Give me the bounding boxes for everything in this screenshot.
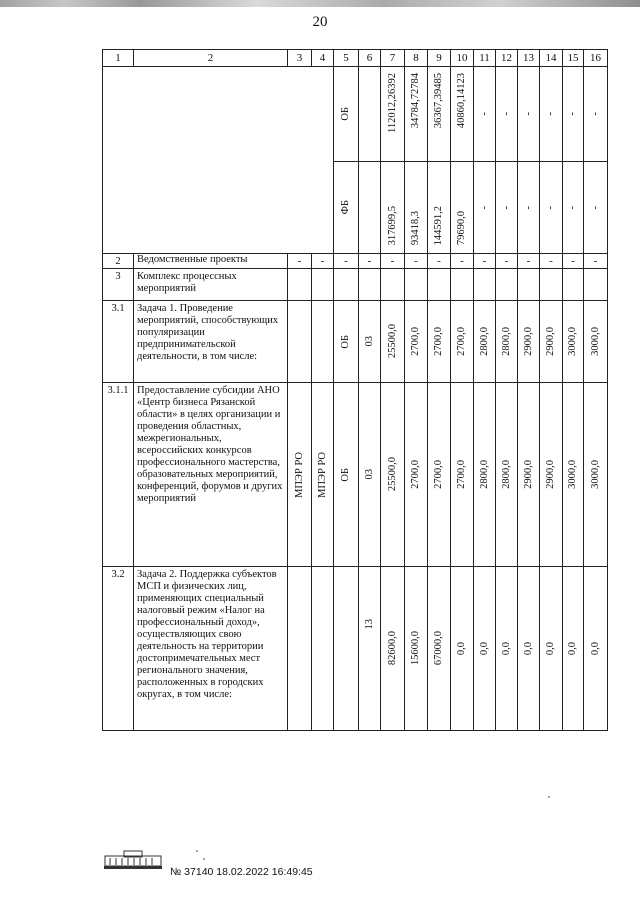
budget-row-ob (103, 67, 608, 162)
empty-cell (359, 269, 381, 301)
value-cell: - (540, 162, 563, 254)
value-cell: 2700,0 (451, 383, 474, 567)
table-row (103, 301, 608, 383)
value-cell: - (563, 67, 584, 162)
col-header: 6 (359, 50, 381, 67)
row-number: 3.1 (103, 301, 134, 383)
col-header: 9 (428, 50, 451, 67)
value-cell: - (518, 162, 540, 254)
value-cell: 93418,3 (405, 162, 428, 254)
value-cell: 2800,0 (496, 301, 518, 383)
scan-edge (0, 0, 640, 7)
executor-cell: - (312, 254, 334, 269)
page-number: 20 (312, 14, 328, 30)
row-name: Ведомственные проекты (134, 254, 288, 269)
source-cell: ФБ (334, 162, 359, 254)
value-cell: - (428, 254, 451, 269)
code-cell: 03 (359, 301, 381, 383)
value-cell: 3000,0 (584, 383, 608, 567)
value-cell: 2900,0 (518, 383, 540, 567)
value-cell: - (474, 67, 496, 162)
value-cell: 112012,26392 (381, 67, 405, 162)
row-number: 3.2 (103, 567, 134, 731)
row-name: Комплекс процессных мероприятий (134, 269, 288, 301)
scan-speck (203, 858, 205, 860)
empty-cell (518, 269, 540, 301)
value-cell: 0,0 (518, 567, 540, 731)
empty-cell (563, 269, 584, 301)
empty-cell (381, 269, 405, 301)
value-cell: 2700,0 (451, 301, 474, 383)
source-cell: ОБ (334, 301, 359, 383)
table-row (103, 269, 608, 301)
empty-cell (334, 269, 359, 301)
value-cell: - (474, 162, 496, 254)
row-number: 3.1.1 (103, 383, 134, 567)
value-cell: 2700,0 (405, 301, 428, 383)
value-cell: 3000,0 (584, 301, 608, 383)
col-header: 5 (334, 50, 359, 67)
scan-speck (548, 796, 550, 798)
value-cell: 0,0 (496, 567, 518, 731)
col-header: 16 (584, 50, 608, 67)
empty-cell (359, 67, 381, 162)
value-cell: 0,0 (563, 567, 584, 731)
col-header: 10 (451, 50, 474, 67)
value-cell: 3000,0 (563, 383, 584, 567)
value-cell: - (451, 254, 474, 269)
source-cell: ОБ (334, 383, 359, 567)
empty-cell (288, 269, 312, 301)
value-cell: 144591,2 (428, 162, 451, 254)
empty-cell (540, 269, 563, 301)
value-cell: 25500,0 (381, 383, 405, 567)
row-name: Задача 2. Поддержка субъектов МСП и физических лиц, применяющих специальный налоговый режим «Налог на профессиональный доход», осуществляющих свою деятельность на территории достопримечательных мест регионального значения, расположенных в городских округах, в том числе: (134, 567, 288, 731)
value-cell: 2700,0 (428, 301, 451, 383)
empty-cell (312, 567, 334, 731)
value-cell: 25500,0 (381, 301, 405, 383)
value-cell: 0,0 (584, 567, 608, 731)
value-cell: 0,0 (451, 567, 474, 731)
col-header: 13 (518, 50, 540, 67)
value-cell: - (518, 254, 540, 269)
row-number: 2 (103, 254, 134, 269)
value-cell: - (405, 254, 428, 269)
empty-cell (334, 567, 359, 731)
value-cell: 40860,14123 (451, 67, 474, 162)
value-cell: 2700,0 (405, 383, 428, 567)
government-building-logo (102, 848, 164, 870)
value-cell: 79690,0 (451, 162, 474, 254)
value-cell: - (474, 254, 496, 269)
value-cell: 3000,0 (563, 301, 584, 383)
value-cell: - (496, 162, 518, 254)
value-cell: - (540, 254, 563, 269)
col-header: 1 (103, 50, 134, 67)
empty-cell (428, 269, 451, 301)
value-cell: 34784,72784 (405, 67, 428, 162)
value-cell: 2800,0 (474, 383, 496, 567)
source-cell: ОБ (334, 67, 359, 162)
value-cell: - (540, 67, 563, 162)
table-row (103, 567, 608, 731)
executor-cell: МПЭР РО (288, 383, 312, 567)
value-cell: 0,0 (474, 567, 496, 731)
empty-cell (312, 301, 334, 383)
col-header: 14 (540, 50, 563, 67)
value-cell: 2700,0 (428, 383, 451, 567)
table-row (103, 254, 608, 269)
executor-cell: - (288, 254, 312, 269)
registration-stamp: № 37140 18.02.2022 16:49:45 (170, 866, 313, 878)
value-cell: - (584, 162, 608, 254)
col-header: 12 (496, 50, 518, 67)
col-header: 4 (312, 50, 334, 67)
col-header: 8 (405, 50, 428, 67)
value-cell: - (584, 67, 608, 162)
value-cell: 317699,5 (381, 162, 405, 254)
value-cell: - (563, 162, 584, 254)
value-cell: - (496, 254, 518, 269)
scan-speck (196, 850, 198, 852)
row-name: Задача 1. Проведение мероприятий, способствующих популяризации предпринимательской деятельности, в том числе: (134, 301, 288, 383)
empty-cell (312, 269, 334, 301)
source-cell: - (334, 254, 359, 269)
empty-cell (496, 269, 518, 301)
empty-cell (288, 301, 312, 383)
executor-cell: МПЭР РО (312, 383, 334, 567)
col-header: 3 (288, 50, 312, 67)
empty-cell (451, 269, 474, 301)
col-header: 2 (134, 50, 288, 67)
col-header: 7 (381, 50, 405, 67)
value-cell: 2800,0 (474, 301, 496, 383)
empty-cell (359, 162, 381, 254)
empty-cell (405, 269, 428, 301)
empty-cell (288, 567, 312, 731)
empty-cell (474, 269, 496, 301)
col-header: 11 (474, 50, 496, 67)
value-cell: 36367,39485 (428, 67, 451, 162)
budget-table (102, 49, 608, 731)
value-cell: 0,0 (540, 567, 563, 731)
value-cell: 15600,0 (405, 567, 428, 731)
code-cell: 13 (359, 567, 381, 731)
empty-merged-cell (103, 67, 334, 254)
row-number: 3 (103, 269, 134, 301)
col-header: 15 (563, 50, 584, 67)
value-cell: 2900,0 (540, 383, 563, 567)
value-cell: 82600,0 (381, 567, 405, 731)
value-cell: 2900,0 (518, 301, 540, 383)
column-number-row (103, 50, 608, 67)
value-cell: - (563, 254, 584, 269)
value-cell: 2800,0 (496, 383, 518, 567)
code-cell: - (359, 254, 381, 269)
value-cell: - (584, 254, 608, 269)
table-row (103, 383, 608, 567)
empty-cell (584, 269, 608, 301)
value-cell: - (496, 67, 518, 162)
row-name: Предоставление субсидии АНО «Центр бизнеса Рязанской области» в целях организации и проведения областных, межрегиональных, всероссийских конкурсов профессионального мастерства, образовательных мероприятий, конференций, форумов и других мероприятий (134, 383, 288, 567)
code-cell: 03 (359, 383, 381, 567)
value-cell: - (518, 67, 540, 162)
value-cell: 2900,0 (540, 301, 563, 383)
value-cell: - (381, 254, 405, 269)
value-cell: 67000,0 (428, 567, 451, 731)
